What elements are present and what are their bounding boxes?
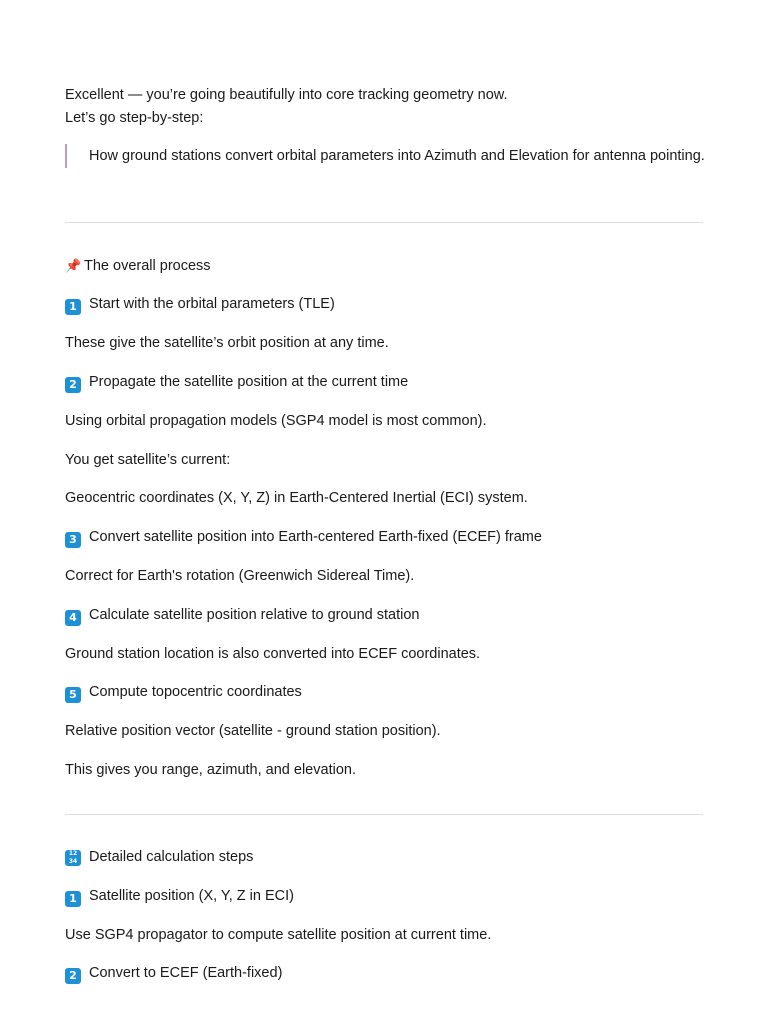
step-heading xyxy=(65,605,419,626)
step-title: Start with the orbital parameters (TLE) xyxy=(89,296,335,312)
number-1-icon: 1 xyxy=(65,299,81,315)
pushpin-icon: 📌 xyxy=(65,259,82,274)
step-heading xyxy=(65,527,542,548)
step-title: Convert to ECEF (Earth-fixed) xyxy=(89,965,283,981)
step-heading xyxy=(65,886,294,907)
paragraph: Geocentric coordinates (X, Y, Z) in Earth-Centered Inertial (ECI) system. xyxy=(65,490,528,506)
blockquote: How ground stations convert orbital parameters into Azimuth and Elevation for antenna pointing. xyxy=(65,144,705,168)
step-title: Convert satellite position into Earth-centered Earth-fixed (ECEF) frame xyxy=(89,529,542,545)
section-heading-overall xyxy=(65,256,211,277)
number-1-icon: 1 xyxy=(65,891,81,907)
step-title: Compute topocentric coordinates xyxy=(89,684,302,700)
number-5-icon: 5 xyxy=(65,687,81,703)
section-heading-text: Detailed calculation steps xyxy=(89,849,254,865)
numbers-icon: 12 34 xyxy=(65,850,81,866)
step-title: Calculate satellite position relative to ground station xyxy=(89,607,420,623)
paragraph: You get satellite’s current: xyxy=(65,452,231,468)
paragraph: This gives you range, azimuth, and elevation. xyxy=(65,762,356,778)
section-heading-detailed xyxy=(65,847,253,867)
step-heading xyxy=(65,294,335,315)
number-3-icon: 3 xyxy=(65,532,81,548)
paragraph: Relative position vector (satellite - ground station position). xyxy=(65,723,441,739)
step-title: Satellite position (X, Y, Z in ECI) xyxy=(89,888,294,904)
intro-line-2: Let’s go step-by-step: xyxy=(65,110,204,126)
divider xyxy=(65,814,703,815)
intro xyxy=(65,84,507,130)
step-heading xyxy=(65,682,302,703)
divider xyxy=(65,222,703,223)
step-heading xyxy=(65,372,408,393)
section-heading-text: The overall process xyxy=(84,258,211,274)
number-4-icon: 4 xyxy=(65,610,81,626)
paragraph: Ground station location is also converted into ECEF coordinates. xyxy=(65,646,481,662)
number-2-icon: 2 xyxy=(65,968,81,984)
paragraph: These give the satellite’s orbit position at any time. xyxy=(65,335,389,351)
paragraph: Use SGP4 propagator to compute satellite position at current time. xyxy=(65,927,492,943)
paragraph: Correct for Earth's rotation (Greenwich Sidereal Time). xyxy=(65,568,415,584)
paragraph: Using orbital propagation models (SGP4 model is most common). xyxy=(65,413,487,429)
intro-line-1: Excellent — you’re going beautifully into core tracking geometry now. xyxy=(65,87,508,103)
step-heading xyxy=(65,963,282,984)
step-title: Propagate the satellite position at the current time xyxy=(89,374,409,390)
number-2-icon: 2 xyxy=(65,377,81,393)
